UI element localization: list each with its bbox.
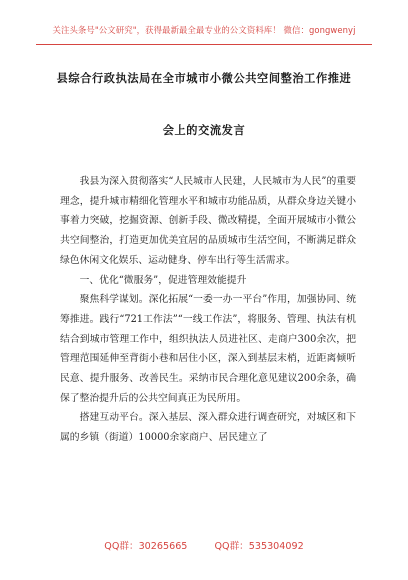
promo-header: 关注头条号"公文研究"，获得最新最全最专业的公文资料库！ 微信：gongwenyj bbox=[52, 25, 356, 35]
document-body bbox=[60, 172, 356, 448]
body-paragraph: 聚焦科学谋划。深化拓展“一委一办一平台”作用，加强协同、统筹推进。践行“721工作法”“一线工作法”，将服务、管理、执法有机结合到城市管理工作中，组织执法人员进社区、走商户300余次，把管理范围延伸至背街小巷和居住小区，深入到基层末梢，近距离倾听民意、提升服务、改善民生。采纳市民合理化意见建议200余条，确保了整治提升后的公共空间真正为民所用。 bbox=[60, 294, 356, 404]
document-subtitle: 会上的交流发言 bbox=[162, 124, 246, 137]
qq-group-1: QQ群：30265665 bbox=[104, 541, 188, 552]
header-divider bbox=[36, 44, 372, 45]
qq-group-2: QQ群：535304092 bbox=[214, 541, 304, 552]
document-title: 县综合行政执法局在全市城市小微公共空间整治工作推进 bbox=[56, 72, 352, 85]
intro-paragraph: 我县为深入贯彻落实“人民城市人民建，人民城市为人民”的重要理念，提升城市精细化管理水平和城市功能品质，从群众身边关键小事着力突破，挖掘资源、创新手段、微改精提，全面开展城市小微公共空间整治，打造更加优美宜居的品质城市生活空间，不断满足群众绿色休闲文化娱乐、运动健身、停车出行等生活需求。 bbox=[60, 176, 356, 266]
body-paragraph: 搭建互动平台。深入基层、深入群众进行调查研究，对城区和下属的乡镇（街道）10000余家商户、居民建立了 bbox=[60, 412, 356, 444]
section-heading: 一、优化“微服务”，促进管理效能提升 bbox=[79, 274, 247, 286]
footer-contact bbox=[0, 538, 408, 552]
